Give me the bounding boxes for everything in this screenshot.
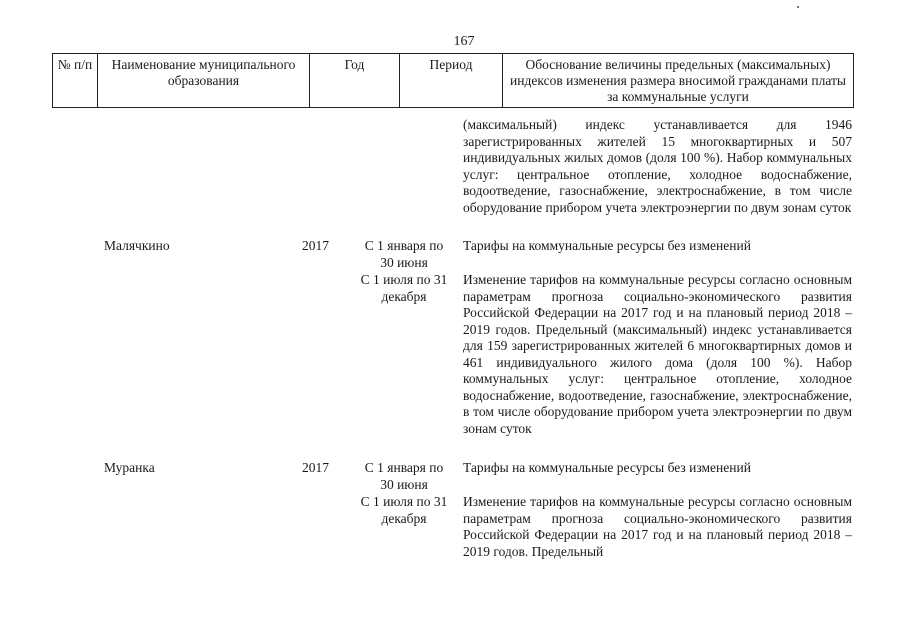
row-justification-2: Изменение тарифов на коммунальные ресурсы согласно основным параметрам прогноза социально-экономического развития Российской Федерации на 2017 год и на плановый период 2018 – 2019 годов. Предельный (максимальный) индекс устанавливается для 159 зарегистрированных жителей 6 многоквартирных домов и 461 индивидуального жилого дома (доля 100 %). Набор коммунальных услуг: центральное отопление, холодное водоснабжение, водоотведение, газоснабжение, электроснабжение, в том числе оборудование прибором учета электроэнергии по двум зонам суток [463,272,852,436]
page-number: 167 [453,34,475,49]
row-name: Малячкино [104,238,170,253]
header-no: № п/п [53,54,98,107]
row-period-1: С 1 января по 30 июня [364,460,444,492]
row-period-1: С 1 января по 30 июня [364,238,444,270]
row-year: 2017 [302,460,329,475]
row-year: 2017 [302,238,329,253]
table-header [52,53,854,108]
header-period: Период [400,54,503,107]
row-period-2: С 1 июля по 31 декабря [360,272,448,304]
header-year: Год [310,54,400,107]
row-period-2: С 1 июля по 31 декабря [360,494,448,526]
row-justification-2: Изменение тарифов на коммунальные ресурсы согласно основным параметрам прогноза социально-экономического развития Российской Федерации на 2017 год и на плановый период 2018 – 2019 годов. Предельный [463,494,852,559]
row-justification-1: Тарифы на коммунальные ресурсы без изменений [463,460,751,475]
header-name: Наименование муниципального образования [98,54,310,107]
row-name: Муранка [104,460,155,475]
scan-speck [797,6,799,8]
continuation-text: (максимальный) индекс устанавливается для 1946 зарегистрированных жителей 15 многоквартирных и 507 индивидуальных жилых домов (доля 100 %). Набор коммунальных услуг: центральное отопление, холодное водоснабжение, водоотведение, газоснабжение, электроснабжение, в том числе оборудование прибором учета электроэнергии по двум зонам суток [463,117,852,215]
row-justification-1: Тарифы на коммунальные ресурсы без изменений [463,238,751,253]
header-justification: Обоснование величины предельных (максимальных) индексов изменения размера вносимой гражданами платы за коммунальные услуги [510,57,846,104]
